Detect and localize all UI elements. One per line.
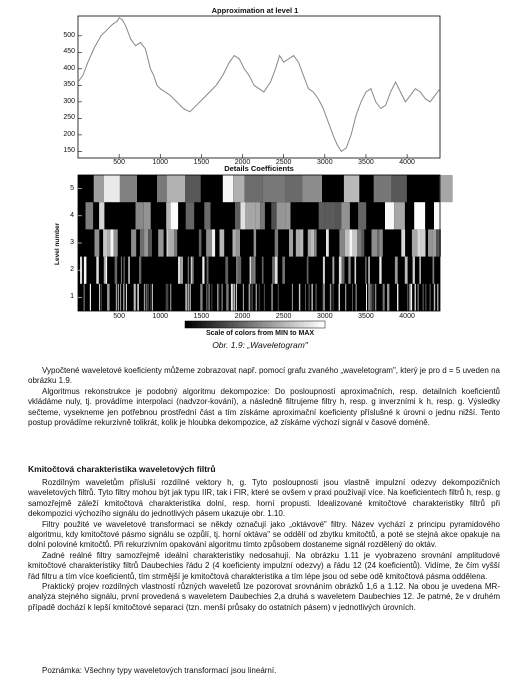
- heatmap-cell: [262, 257, 264, 284]
- details-y-tick-label: 5: [70, 184, 74, 192]
- heatmap-cell: [264, 284, 265, 311]
- heatmap-cell: [114, 229, 118, 256]
- colorbar-step: [269, 321, 273, 328]
- heatmap-cell: [308, 229, 311, 256]
- heatmap-cell: [241, 202, 246, 229]
- heatmap-cell: [331, 284, 332, 311]
- heatmap-cell: [323, 257, 325, 284]
- heatmap-cell: [126, 284, 127, 311]
- heatmap-cell: [166, 202, 170, 229]
- heatmap-cell: [357, 229, 362, 256]
- approx-x-tick-label: 1500: [193, 159, 210, 166]
- heatmap-cell: [388, 284, 389, 311]
- colorbar-step: [290, 321, 294, 328]
- heatmap-cell: [333, 284, 334, 311]
- heatmap-cell: [86, 202, 94, 229]
- heatmap-cell: [332, 257, 334, 284]
- colorbar-step: [276, 321, 280, 328]
- colorbar-step: [311, 321, 315, 328]
- heatmap-cell: [252, 284, 253, 311]
- heatmap-cell: [236, 229, 240, 256]
- heatmap-cell: [103, 229, 108, 256]
- heatmap-cell: [118, 284, 119, 311]
- heatmap-cell: [120, 284, 121, 311]
- colorbar-step: [224, 321, 228, 328]
- approx-x-tick-label: 1000: [152, 159, 169, 166]
- heatmap-cell: [395, 257, 398, 284]
- heatmap-cell: [383, 284, 384, 311]
- heatmap-cell: [282, 257, 285, 284]
- heatmap-cell: [372, 229, 378, 256]
- heatmap-cell: [109, 284, 110, 311]
- heatmap-cell: [368, 284, 369, 311]
- heatmap-cell: [174, 229, 177, 256]
- colorbar-step: [217, 321, 221, 328]
- details-x-tick-label: 2500: [275, 313, 292, 320]
- colorbar-step: [210, 321, 214, 328]
- heatmap-cell: [366, 284, 367, 311]
- heatmap-cell: [166, 284, 167, 311]
- heatmap-cell: [245, 202, 255, 229]
- colorbar-step: [280, 321, 284, 328]
- heatmap-cell: [426, 284, 427, 311]
- heatmap-cell: [220, 229, 225, 256]
- heatmap-cell: [368, 257, 370, 284]
- heatmap-cell: [330, 284, 331, 311]
- heatmap-cell: [339, 284, 340, 311]
- heatmap-cell: [139, 257, 141, 284]
- heatmap-cell: [272, 284, 273, 311]
- colorbar-step: [273, 321, 277, 328]
- heatmap-cell: [221, 284, 222, 311]
- heatmap-cell: [236, 284, 237, 311]
- heatmap-cell: [94, 175, 104, 202]
- details-y-tick-label: 4: [70, 211, 74, 219]
- heatmap-cell: [120, 175, 137, 202]
- heatmap-cell: [383, 284, 384, 311]
- colorbar-step: [294, 321, 298, 328]
- heatmap-cell: [121, 257, 122, 284]
- details-y-axis-label: Level number: [54, 222, 61, 265]
- heatmap-cell: [116, 284, 117, 311]
- heatmap-cell: [124, 257, 125, 284]
- heatmap-cell: [239, 257, 242, 284]
- approx-y-tick-label: 400: [63, 64, 75, 72]
- heatmap-cell: [186, 202, 195, 229]
- details-x-tick-label: 4000: [399, 313, 415, 320]
- heatmap-cell: [123, 284, 124, 311]
- heatmap-cell: [236, 257, 239, 284]
- details-x-tick-label: 500: [113, 313, 125, 320]
- heatmap-cell: [191, 257, 193, 284]
- heatmap-cell: [178, 257, 180, 284]
- heatmap-cell: [414, 202, 425, 229]
- details-x-tick-label: 3000: [317, 313, 333, 320]
- colorbar-step: [199, 321, 203, 328]
- heatmap-cell: [171, 202, 179, 229]
- heatmap-cell: [407, 284, 408, 311]
- heatmap-cell: [259, 284, 260, 311]
- heatmap-cell: [208, 284, 209, 311]
- heatmap-cell: [167, 284, 168, 311]
- heatmap-cell: [263, 175, 286, 202]
- colorbar-step: [308, 321, 312, 328]
- approx-y-tick-label: 500: [63, 31, 75, 39]
- heatmap-cell: [418, 284, 419, 311]
- details-y-tick-label: 2: [70, 266, 74, 274]
- heatmap-cell: [339, 257, 342, 284]
- section-heading: Kmitočtová charakteristika waveletových filtrů: [28, 464, 216, 474]
- colorbar-step: [283, 321, 287, 328]
- heatmap-cell: [233, 284, 234, 311]
- heatmap-cell: [365, 257, 366, 284]
- heatmap-cell: [188, 257, 189, 284]
- colorbar-step: [248, 321, 252, 328]
- heatmap-cell: [358, 202, 366, 229]
- approx-x-tick-label: 3000: [317, 159, 333, 166]
- heatmap-cell: [370, 284, 371, 311]
- heatmap-cell: [222, 284, 223, 311]
- heatmap-cell: [151, 284, 152, 311]
- heatmap-cell: [128, 257, 130, 284]
- heatmap-cell: [217, 284, 218, 311]
- heatmap-cell: [144, 229, 148, 256]
- heatmap-cell: [423, 284, 424, 311]
- heatmap-cell: [223, 175, 233, 202]
- heatmap-cell: [411, 284, 412, 311]
- heatmap-cell: [374, 175, 392, 202]
- heatmap-cell: [231, 284, 232, 311]
- heatmap-cell: [277, 202, 286, 229]
- colorbar-step: [192, 321, 196, 328]
- heatmap-cell: [201, 284, 202, 311]
- heatmap-cell: [379, 257, 381, 284]
- heatmap-cell: [202, 257, 204, 284]
- heatmap-cell: [158, 229, 163, 256]
- colorbar-step: [189, 321, 193, 328]
- heatmap-cell: [278, 284, 279, 311]
- heatmap-cell: [234, 284, 235, 311]
- details-heatmap-cells: [78, 175, 453, 311]
- heatmap-cell: [433, 229, 436, 256]
- heatmap-cell: [409, 284, 410, 311]
- paragraph-filters: Rozdílným waveletům přísluší rozdílné vektory h, g. Tyto posloupnosti jsou vlastně impulzní odezvy dekompozičních waveletových filtrů. Tyto filtry mohou být jak typu IIR, tak i FIR, které se ovšem v praxi používají více. Na koeficientech filtrů h, resp. g samozřejmě záleží kmitočtová charakteristika dolní, resp. horní propusti. Idealizované kmitočtové charakteristiky filtrů při dekompozici výchozího signálu do jednotlivých pásem ukazuje obr. 1.10.: [28, 478, 500, 519]
- heatmap-cell: [421, 229, 426, 256]
- heatmap-cell: [373, 284, 374, 311]
- colorbar-step: [227, 321, 231, 328]
- heatmap-cell: [140, 229, 144, 256]
- heatmap-cell: [271, 202, 276, 229]
- heatmap-cell: [430, 284, 431, 311]
- heatmap-cell: [115, 257, 118, 284]
- heatmap-cell: [352, 284, 353, 311]
- heatmap-cell: [104, 257, 106, 284]
- heatmap-cell: [251, 257, 253, 284]
- heatmap-cell: [233, 229, 236, 256]
- text-block-2: [28, 478, 500, 613]
- heatmap-cell: [286, 175, 303, 202]
- approx-x-tick-label: 2500: [275, 159, 292, 166]
- details-x-tick-label: 1000: [152, 313, 169, 320]
- approx-y-tick-label: 150: [63, 147, 75, 155]
- details-y-tick-label: 3: [70, 239, 74, 246]
- heatmap-cell: [428, 229, 433, 256]
- details-y-tick-label: 1: [70, 293, 74, 301]
- colorbar-step: [234, 321, 238, 328]
- heatmap-cell: [260, 202, 265, 229]
- approx-y-tick-label: 450: [63, 48, 75, 56]
- heatmap-cell: [292, 284, 293, 311]
- heatmap-cell: [272, 257, 275, 284]
- heatmap-cell: [377, 229, 380, 256]
- heatmap-cell: [95, 229, 100, 256]
- heatmap-cell: [336, 202, 342, 229]
- heatmap-cell: [99, 284, 100, 311]
- colorbar-step: [297, 321, 301, 328]
- colorbar-step: [266, 321, 270, 328]
- heatmap-cell: [253, 257, 255, 284]
- heatmap-cell: [206, 284, 207, 311]
- heatmap-cell: [148, 284, 149, 311]
- approx-y-tick-label: 250: [63, 114, 75, 122]
- heatmap-cell: [110, 229, 113, 256]
- heatmap-cell: [192, 257, 193, 284]
- heatmap-cell: [136, 202, 144, 229]
- heatmap-cell: [135, 284, 136, 311]
- approx-x-tick-label: 4000: [399, 159, 415, 166]
- heatmap-cell: [296, 229, 299, 256]
- heatmap-cell: [362, 229, 365, 256]
- colorbar-step: [287, 321, 291, 328]
- heatmap-cell: [325, 202, 336, 229]
- colorbar-step: [304, 321, 308, 328]
- heatmap-cell: [233, 175, 244, 202]
- heatmap-cell: [148, 229, 152, 256]
- heatmap-cell: [107, 284, 108, 311]
- heatmap-cell: [90, 284, 91, 311]
- heatmap-cell: [104, 175, 120, 202]
- colorbar-step: [255, 321, 259, 328]
- heatmap-cell: [185, 175, 201, 202]
- heatmap-cell: [152, 284, 153, 311]
- approx-x-tick-label: 3500: [358, 159, 374, 166]
- heatmap-cell: [387, 284, 388, 311]
- heatmap-cell: [302, 175, 322, 202]
- heatmap-cell: [415, 284, 416, 311]
- paragraph-separation: Praktický projev rozdílných vlastností různých waveletů lze pozorovat srovnáním obrázků 1,6 a 1.12. Na obou je uvedena MR-analýza stejného signálu, první provedená s waveletem Daubechies 2,a druhá s waveletem Daubechies 12. Je patrné, že v druhém případě dochází k lepší kmitočtové separaci (tzn. menší průsaky do ostatních pásem) v jednotlivých úrovních.: [28, 582, 500, 612]
- heatmap-cell: [167, 175, 185, 202]
- heatmap-cell: [228, 284, 229, 311]
- heatmap-cell: [405, 257, 408, 284]
- heatmap-cell: [299, 284, 300, 311]
- heatmap-cell: [275, 257, 278, 284]
- paragraph-reconstruction: Algoritmus rekonstrukce je podobný algoritmu dekompozice: Do posloupností aproximačních, resp. detailních koeficientů vkládáme nuly, tj. provádíme interpolaci (nadvzor-kování), a následně filtrujeme filtry h, resp. g inverzními k h, resp. g. Výsledky sečteme, vysekneme jen potřebnou prostřední část a tím získáme aproximační koeficienty příslušné k úrovni o jednu nižší. Tento postup provádíme rekurzivně tolikrát, kolik je hloubka dekompozice, až získáme výchozí signál v časové doméně.: [28, 386, 500, 428]
- heatmap-cell: [201, 284, 202, 311]
- colorbar-step: [238, 321, 242, 328]
- heatmap-cell: [106, 257, 108, 284]
- heatmap-cell: [250, 257, 251, 284]
- heatmap-cell: [134, 284, 135, 311]
- heatmap-cell: [137, 284, 138, 311]
- paragraph-daubechies: Zadné reálné filtry samozřejmě ideální charakteristiky nedosahují. Na obrázku 1.11 je vyobrazeno srovnání amplitudové kmitočtové charakteristiky filtrů Daubechies řádu 2 (4 koeficienty impulzní odezvy) a řádu 12 (24 koeficientů). Vidíme, že čím vyšší řád filtru a tím více koeficientů, tím strmější je kmitočtová charakteristika a tím lépe jsou od sebe odě kmitočtová pásma oddělena.: [28, 550, 500, 581]
- paragraph-waveletogram: Vypočtené waveletové koeficienty můžeme zobrazovat např. pomocí grafu zvaného „waveletogram", který je pro d = 5 uveden na obrázku 1.9.: [28, 366, 500, 386]
- figure-caption: Obr. 1.9: „Waveletogram": [212, 340, 308, 350]
- heatmap-cell: [226, 284, 227, 311]
- details-x-tick-label: 3500: [358, 313, 374, 320]
- heatmap-cell: [401, 229, 405, 256]
- heatmap-cell: [326, 229, 329, 256]
- heatmap-cell: [324, 284, 325, 311]
- approx-x-tick-label: 2000: [234, 159, 251, 166]
- heatmap-cell: [218, 284, 219, 311]
- heatmap-cell: [349, 229, 353, 256]
- heatmap-cell: [212, 229, 215, 256]
- heatmap-cell: [434, 284, 435, 311]
- heatmap-cell: [309, 284, 310, 311]
- colorbar-step: [196, 321, 200, 328]
- heatmap-cell: [344, 175, 359, 202]
- heatmap-cell: [299, 229, 303, 256]
- text-block-1: [28, 366, 500, 428]
- heatmap-cell: [413, 257, 415, 284]
- approx-y-tick-label: 300: [63, 97, 75, 105]
- paragraph-octave: Filtry použité ve waveletové transformaci se někdy označují jako „oktávové" filtry. Název vychází z principu pyramidového algoritmu, kdy kmitočtové pásmo signálu se ozpůlí, tj. horní oktáva" se oddělí od zbytku kmitočtů, a poté se stejná akce opakuje na dolní poloviné kmitočtů. Při rekurzivním opakování algoritmu tímto způsobem dostaneme signál rozdělený do oktáv.: [28, 519, 500, 550]
- approx-x-tick-label: 500: [113, 159, 125, 166]
- heatmap-cell: [170, 284, 171, 311]
- heatmap-cell: [157, 175, 167, 202]
- heatmap-cell: [319, 202, 325, 229]
- heatmap-cell: [314, 229, 317, 256]
- colorbar-step: [252, 321, 256, 328]
- heatmap-cell: [345, 284, 346, 311]
- colorbar-step: [259, 321, 263, 328]
- heatmap-cell: [131, 229, 136, 256]
- heatmap-cell: [206, 229, 212, 256]
- colorbar-step: [262, 321, 266, 328]
- heatmap-cell: [256, 284, 257, 311]
- colorbar-label: Scale of colors from MIN to MAX: [205, 330, 315, 337]
- heatmap-cell: [199, 229, 202, 256]
- heatmap-cell: [375, 284, 376, 311]
- heatmap-cell: [420, 257, 421, 284]
- heatmap-cell: [169, 229, 174, 256]
- heatmap-cell: [207, 257, 209, 284]
- details-x-tick-label: 1500: [193, 313, 210, 320]
- heatmap-cell: [437, 284, 438, 311]
- colorbar-step: [322, 321, 326, 328]
- heatmap-cell: [353, 229, 357, 256]
- heatmap-cell: [310, 229, 314, 256]
- colorbar-step: [213, 321, 217, 328]
- heatmap-cell: [225, 257, 228, 284]
- heatmap-cell: [439, 175, 452, 202]
- heatmap-cell: [250, 284, 251, 311]
- heatmap-cell: [341, 202, 350, 229]
- heatmap-cell: [235, 202, 241, 229]
- heatmap-cell: [96, 257, 99, 284]
- heatmap-cell: [345, 229, 349, 256]
- heatmap-cell: [84, 284, 85, 311]
- heatmap-cell: [245, 175, 263, 202]
- heatmap-cell: [289, 229, 293, 256]
- heatmap-cell: [146, 284, 147, 311]
- heatmap-cell: [255, 202, 260, 229]
- heatmap-cell: [397, 284, 398, 311]
- colorbar-step: [241, 321, 245, 328]
- heatmap-cell: [204, 202, 210, 229]
- note-block: [28, 666, 500, 676]
- heatmap-cell: [243, 284, 244, 311]
- colorbar-step: [245, 321, 249, 328]
- heatmap-cell: [212, 284, 213, 311]
- heatmap-cell: [185, 284, 186, 311]
- heatmap-cell: [254, 229, 257, 256]
- heatmap-cell: [285, 202, 290, 229]
- heatmap-cell: [144, 284, 145, 311]
- colorbar-step: [185, 321, 189, 328]
- heatmap-cell: [412, 229, 417, 256]
- heatmap-cell: [316, 284, 317, 311]
- colorbar-step: [315, 321, 319, 328]
- approx-y-tick-label: 350: [63, 81, 75, 89]
- heatmap-cell: [249, 284, 250, 311]
- heatmap-cell: [417, 229, 421, 256]
- heatmap-cell: [144, 202, 151, 229]
- details-x-tick-label: 2000: [234, 313, 251, 320]
- colorbar-step: [301, 321, 305, 328]
- heatmap-cell: [385, 202, 394, 229]
- heatmap-cell: [84, 257, 87, 284]
- heatmap-cell: [108, 229, 111, 256]
- heatmap-cell: [188, 284, 189, 311]
- colorbar-step: [231, 321, 235, 328]
- heatmap-cell: [232, 284, 233, 311]
- colorbar-step: [220, 321, 224, 328]
- heatmap-cell: [433, 257, 435, 284]
- heatmap-cell: [342, 257, 345, 284]
- heatmap-cell: [339, 229, 344, 256]
- colorbar: [185, 321, 325, 328]
- colorbar-step: [206, 321, 210, 328]
- heatmap-cell: [275, 229, 278, 256]
- heatmap-cell: [167, 229, 169, 256]
- heatmap-cell: [348, 257, 350, 284]
- approximation-chart-title: Approximation at level 1: [211, 6, 299, 15]
- heatmap-cell: [312, 284, 313, 311]
- paragraph-note: Poznámka: Všechny typy waveletových transformací jsou lineární.: [42, 666, 277, 675]
- heatmap-cell: [356, 284, 357, 311]
- heatmap-cell: [307, 257, 309, 284]
- heatmap-cell: [394, 202, 405, 229]
- heatmap-cell: [355, 257, 357, 284]
- heatmap-cell: [101, 284, 102, 311]
- heatmap-cell: [190, 284, 191, 311]
- heatmap-cell: [323, 284, 324, 311]
- details-chart-title: Details Coefficients: [224, 164, 294, 173]
- colorbar-step: [203, 321, 207, 328]
- approx-y-tick-label: 200: [63, 130, 75, 138]
- heatmap-cell: [305, 284, 306, 311]
- heatmap-cell: [380, 229, 383, 256]
- heatmap-cell: [392, 175, 407, 202]
- colorbar-step: [318, 321, 322, 328]
- heatmap-cell: [99, 202, 104, 229]
- heatmap-cell: [180, 257, 183, 284]
